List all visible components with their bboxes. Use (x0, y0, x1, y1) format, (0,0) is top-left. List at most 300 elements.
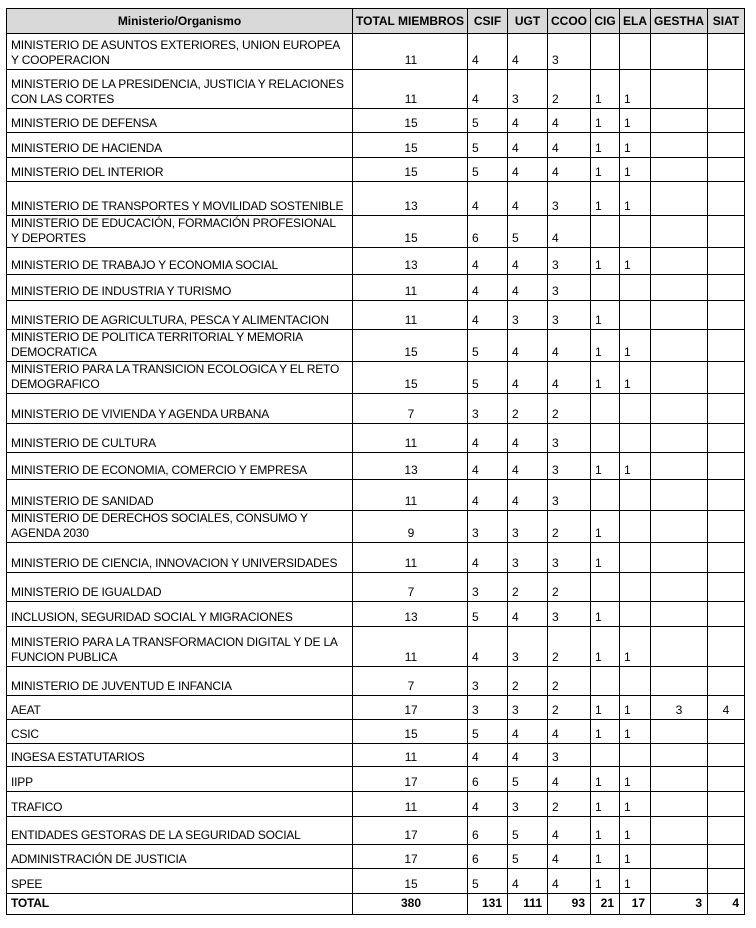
cell-siat: 4 (708, 696, 745, 720)
cell-siat (708, 330, 745, 362)
cell-csif: 4 (468, 248, 508, 275)
cell-ugt: 2 (508, 573, 548, 602)
header-ccoo: CCOO (548, 9, 591, 34)
organismo-name: MINISTERIO DE DERECHOS SOCIALES, CONSUMO Y AGENDA 2030 (7, 511, 353, 543)
totals-label: TOTAL (7, 894, 353, 915)
cell-cig (591, 744, 620, 767)
cell-gestha: 3 (651, 696, 708, 720)
cell-ugt: 4 (508, 182, 548, 216)
cell-total: 13 (353, 602, 468, 627)
cell-csif: 4 (468, 34, 508, 70)
cell-ccoo: 3 (548, 182, 591, 216)
totals-ela: 17 (620, 894, 651, 915)
cell-ela: 1 (620, 248, 651, 275)
header-gestha: GESTHA (651, 9, 708, 34)
organismo-name: MINISTERIO DE SANIDAD (7, 480, 353, 511)
cell-cig: 1 (591, 133, 620, 158)
cell-csif: 5 (468, 869, 508, 894)
cell-siat (708, 275, 745, 301)
cell-cig: 1 (591, 792, 620, 817)
cell-total: 11 (353, 480, 468, 511)
cell-csif: 6 (468, 817, 508, 845)
cell-siat (708, 453, 745, 480)
cell-ugt: 4 (508, 720, 548, 744)
table-row (7, 720, 745, 744)
organismo-name: MINISTERIO DE CULTURA (7, 424, 353, 453)
organismo-name: MINISTERIO DE TRABAJO Y ECONOMIA SOCIAL (7, 248, 353, 275)
cell-csif: 5 (468, 602, 508, 627)
cell-cig: 1 (591, 511, 620, 543)
cell-gestha (651, 543, 708, 573)
cell-cig: 1 (591, 248, 620, 275)
cell-cig: 1 (591, 109, 620, 133)
cell-gestha (651, 158, 708, 182)
table-row (7, 34, 745, 70)
cell-ugt: 5 (508, 817, 548, 845)
cell-ccoo: 2 (548, 792, 591, 817)
cell-siat (708, 480, 745, 511)
header-ugt: UGT (508, 9, 548, 34)
cell-csif: 4 (468, 424, 508, 453)
cell-gestha (651, 70, 708, 109)
totals-ugt: 111 (508, 894, 548, 915)
table-row (7, 543, 745, 573)
cell-siat (708, 248, 745, 275)
cell-gestha (651, 216, 708, 248)
cell-ugt: 3 (508, 511, 548, 543)
cell-csif: 3 (468, 394, 508, 424)
cell-ugt: 4 (508, 248, 548, 275)
cell-siat (708, 767, 745, 792)
organismo-name: MINISTERIO DE AGRICULTURA, PESCA Y ALIMENTACION (7, 301, 353, 330)
cell-cig: 1 (591, 720, 620, 744)
cell-total: 11 (353, 792, 468, 817)
cell-gestha (651, 248, 708, 275)
organismo-name: MINISTERIO DE JUVENTUD E INFANCIA (7, 667, 353, 696)
cell-ugt: 2 (508, 394, 548, 424)
organismo-name: MINISTERIO DE HACIENDA (7, 133, 353, 158)
table-row (7, 424, 745, 453)
cell-total: 15 (353, 109, 468, 133)
cell-csif: 3 (468, 667, 508, 696)
cell-ccoo: 3 (548, 543, 591, 573)
cell-ccoo: 4 (548, 158, 591, 182)
cell-gestha (651, 394, 708, 424)
cell-cig: 1 (591, 453, 620, 480)
cell-ccoo: 3 (548, 424, 591, 453)
cell-ccoo: 4 (548, 330, 591, 362)
cell-gestha (651, 109, 708, 133)
organismo-name: MINISTERIO DE VIVIENDA Y AGENDA URBANA (7, 394, 353, 424)
cell-ugt: 4 (508, 109, 548, 133)
totals-csif: 131 (468, 894, 508, 915)
cell-total: 13 (353, 248, 468, 275)
cell-ccoo: 4 (548, 869, 591, 894)
cell-csif: 6 (468, 767, 508, 792)
cell-ccoo: 4 (548, 817, 591, 845)
cell-siat (708, 394, 745, 424)
cell-ela: 1 (620, 133, 651, 158)
cell-siat (708, 511, 745, 543)
totals-siat: 4 (708, 894, 745, 915)
cell-siat (708, 182, 745, 216)
cell-csif: 5 (468, 109, 508, 133)
table-row (7, 511, 745, 543)
cell-total: 15 (353, 362, 468, 394)
cell-total: 15 (353, 216, 468, 248)
cell-ccoo: 3 (548, 453, 591, 480)
cell-cig: 1 (591, 543, 620, 573)
cell-total: 13 (353, 182, 468, 216)
cell-csif: 3 (468, 573, 508, 602)
header-siat: SIAT (708, 9, 745, 34)
cell-ela: 1 (620, 109, 651, 133)
cell-ccoo: 3 (548, 248, 591, 275)
cell-cig (591, 573, 620, 602)
cell-gestha (651, 182, 708, 216)
cell-gestha (651, 480, 708, 511)
cell-csif: 4 (468, 744, 508, 767)
table-row (7, 602, 745, 627)
table-row (7, 869, 745, 894)
cell-cig: 1 (591, 817, 620, 845)
cell-siat (708, 817, 745, 845)
cell-ugt: 3 (508, 792, 548, 817)
cell-gestha (651, 453, 708, 480)
cell-gestha (651, 602, 708, 627)
cell-ccoo: 2 (548, 696, 591, 720)
cell-ugt: 2 (508, 667, 548, 696)
cell-total: 11 (353, 424, 468, 453)
cell-siat (708, 602, 745, 627)
header-cig: CIG (591, 9, 620, 34)
cell-siat (708, 158, 745, 182)
cell-cig: 1 (591, 602, 620, 627)
cell-ccoo: 3 (548, 744, 591, 767)
table-row (7, 696, 745, 720)
cell-total: 11 (353, 34, 468, 70)
cell-csif: 6 (468, 845, 508, 869)
cell-total: 17 (353, 696, 468, 720)
table-row (7, 792, 745, 817)
cell-total: 17 (353, 845, 468, 869)
cell-cig (591, 424, 620, 453)
cell-gestha (651, 362, 708, 394)
cell-csif: 4 (468, 70, 508, 109)
cell-ela: 1 (620, 70, 651, 109)
totals-total: 380 (353, 894, 468, 915)
cell-csif: 4 (468, 182, 508, 216)
cell-ela (620, 511, 651, 543)
cell-cig (591, 667, 620, 696)
cell-cig: 1 (591, 182, 620, 216)
cell-cig: 1 (591, 158, 620, 182)
organismo-name: ADMINISTRACIÓN DE JUSTICIA (7, 845, 353, 869)
cell-cig: 1 (591, 767, 620, 792)
cell-ela (620, 424, 651, 453)
table-row (7, 627, 745, 667)
cell-csif: 3 (468, 511, 508, 543)
table-row (7, 248, 745, 275)
organismo-name: INCLUSION, SEGURIDAD SOCIAL Y MIGRACIONES (7, 602, 353, 627)
cell-total: 11 (353, 627, 468, 667)
cell-siat (708, 216, 745, 248)
table-row (7, 845, 745, 869)
cell-csif: 3 (468, 696, 508, 720)
cell-gestha (651, 869, 708, 894)
cell-siat (708, 744, 745, 767)
cell-csif: 4 (468, 301, 508, 330)
organismo-name: MINISTERIO DE ASUNTOS EXTERIORES, UNION EUROPEA Y COOPERACION (7, 34, 353, 70)
cell-ccoo: 4 (548, 767, 591, 792)
totals-cig: 21 (591, 894, 620, 915)
cell-ela: 1 (620, 720, 651, 744)
cell-cig (591, 394, 620, 424)
organismo-name: MINISTERIO DE LA PRESIDENCIA, JUSTICIA Y RELACIONES CON LAS CORTES (7, 70, 353, 109)
cell-siat (708, 34, 745, 70)
cell-cig (591, 275, 620, 301)
cell-total: 7 (353, 394, 468, 424)
table-row (7, 453, 745, 480)
cell-ccoo: 2 (548, 394, 591, 424)
cell-siat (708, 792, 745, 817)
cell-total: 15 (353, 720, 468, 744)
cell-ela (620, 34, 651, 70)
cell-ccoo: 4 (548, 845, 591, 869)
cell-ugt: 5 (508, 216, 548, 248)
organismo-name: MINISTERIO DEL INTERIOR (7, 158, 353, 182)
cell-gestha (651, 330, 708, 362)
cell-ugt: 4 (508, 330, 548, 362)
organismo-name: AEAT (7, 696, 353, 720)
cell-gestha (651, 424, 708, 453)
table-row (7, 133, 745, 158)
cell-siat (708, 133, 745, 158)
organismo-name: MINISTERIO DE CIENCIA, INNOVACION Y UNIVERSIDADES (7, 543, 353, 573)
organismo-name: SPEE (7, 869, 353, 894)
cell-ela: 1 (620, 869, 651, 894)
cell-cig: 1 (591, 362, 620, 394)
table-row (7, 573, 745, 602)
cell-siat (708, 667, 745, 696)
cell-csif: 5 (468, 133, 508, 158)
cell-ccoo: 4 (548, 362, 591, 394)
organismo-name: MINISTERIO DE IGUALDAD (7, 573, 353, 602)
cell-ugt: 3 (508, 70, 548, 109)
cell-ugt: 4 (508, 602, 548, 627)
cell-cig: 1 (591, 301, 620, 330)
members-table (6, 8, 745, 915)
header-ela: ELA (620, 9, 651, 34)
cell-ela (620, 301, 651, 330)
cell-csif: 4 (468, 627, 508, 667)
cell-total: 7 (353, 573, 468, 602)
cell-ccoo: 4 (548, 109, 591, 133)
table-row (7, 767, 745, 792)
header-total: TOTAL MIEMBROS (353, 9, 468, 34)
cell-total: 17 (353, 817, 468, 845)
cell-ccoo: 2 (548, 573, 591, 602)
table-row (7, 275, 745, 301)
cell-csif: 5 (468, 158, 508, 182)
cell-cig: 1 (591, 330, 620, 362)
cell-ela (620, 744, 651, 767)
header-csif: CSIF (468, 9, 508, 34)
cell-gestha (651, 767, 708, 792)
cell-ugt: 3 (508, 543, 548, 573)
cell-siat (708, 720, 745, 744)
cell-gestha (651, 817, 708, 845)
table-row (7, 667, 745, 696)
table-row (7, 158, 745, 182)
table-row (7, 480, 745, 511)
table-row (7, 362, 745, 394)
cell-gestha (651, 792, 708, 817)
cell-gestha (651, 133, 708, 158)
cell-csif: 5 (468, 362, 508, 394)
cell-csif: 4 (468, 543, 508, 573)
cell-ccoo: 2 (548, 70, 591, 109)
cell-siat (708, 869, 745, 894)
totals-row (7, 894, 745, 915)
cell-siat (708, 70, 745, 109)
cell-siat (708, 109, 745, 133)
table-row (7, 744, 745, 767)
cell-ccoo: 3 (548, 275, 591, 301)
totals-ccoo: 93 (548, 894, 591, 915)
cell-ugt: 4 (508, 133, 548, 158)
cell-ccoo: 3 (548, 34, 591, 70)
cell-csif: 4 (468, 480, 508, 511)
organismo-name: INGESA ESTATUTARIOS (7, 744, 353, 767)
cell-ela: 1 (620, 792, 651, 817)
organismo-name: MINISTERIO DE TRANSPORTES Y MOVILIDAD SOSTENIBLE (7, 182, 353, 216)
cell-ugt: 4 (508, 744, 548, 767)
cell-ugt: 4 (508, 275, 548, 301)
table-row (7, 301, 745, 330)
totals-gestha: 3 (651, 894, 708, 915)
cell-gestha (651, 720, 708, 744)
cell-ugt: 5 (508, 845, 548, 869)
cell-ela: 1 (620, 182, 651, 216)
cell-cig: 1 (591, 869, 620, 894)
cell-gestha (651, 511, 708, 543)
cell-gestha (651, 573, 708, 602)
cell-gestha (651, 34, 708, 70)
cell-ela: 1 (620, 158, 651, 182)
header-row (7, 9, 745, 34)
cell-gestha (651, 275, 708, 301)
cell-csif: 6 (468, 216, 508, 248)
cell-ccoo: 2 (548, 627, 591, 667)
cell-ccoo: 2 (548, 667, 591, 696)
cell-siat (708, 845, 745, 869)
organismo-name: ENTIDADES GESTORAS DE LA SEGURIDAD SOCIAL (7, 817, 353, 845)
cell-ela: 1 (620, 817, 651, 845)
cell-cig: 1 (591, 70, 620, 109)
cell-siat (708, 424, 745, 453)
cell-ccoo: 4 (548, 133, 591, 158)
cell-total: 11 (353, 70, 468, 109)
cell-total: 15 (353, 158, 468, 182)
cell-ugt: 4 (508, 453, 548, 480)
cell-ela (620, 480, 651, 511)
organismo-name: MINISTERIO PARA LA TRANSFORMACION DIGITAL Y DE LA FUNCION PUBLICA (7, 627, 353, 667)
header-organismo: Ministerio/Organismo (7, 9, 353, 34)
organismo-name: TRAFICO (7, 792, 353, 817)
cell-csif: 5 (468, 330, 508, 362)
cell-siat (708, 573, 745, 602)
cell-siat (708, 301, 745, 330)
cell-gestha (651, 845, 708, 869)
cell-gestha (651, 667, 708, 696)
cell-cig: 1 (591, 845, 620, 869)
cell-ela: 1 (620, 330, 651, 362)
cell-total: 13 (353, 453, 468, 480)
cell-ela (620, 602, 651, 627)
table-row (7, 109, 745, 133)
cell-ccoo: 3 (548, 301, 591, 330)
cell-total: 11 (353, 744, 468, 767)
table-row (7, 394, 745, 424)
cell-siat (708, 543, 745, 573)
cell-total: 7 (353, 667, 468, 696)
cell-gestha (651, 301, 708, 330)
cell-ela: 1 (620, 453, 651, 480)
cell-cig (591, 216, 620, 248)
cell-ela: 1 (620, 767, 651, 792)
cell-ela (620, 573, 651, 602)
table-row (7, 216, 745, 248)
cell-ugt: 3 (508, 627, 548, 667)
cell-ugt: 4 (508, 158, 548, 182)
cell-cig (591, 34, 620, 70)
table-body (7, 34, 745, 894)
cell-siat (708, 627, 745, 667)
cell-ela: 1 (620, 696, 651, 720)
cell-ugt: 4 (508, 424, 548, 453)
cell-ccoo: 2 (548, 511, 591, 543)
cell-ugt: 4 (508, 34, 548, 70)
cell-csif: 4 (468, 453, 508, 480)
cell-ela (620, 543, 651, 573)
cell-ugt: 3 (508, 696, 548, 720)
cell-ela (620, 667, 651, 696)
cell-siat (708, 362, 745, 394)
organismo-name: MINISTERIO DE ECONOMIA, COMERCIO Y EMPRESA (7, 453, 353, 480)
cell-total: 15 (353, 330, 468, 362)
cell-ugt: 4 (508, 869, 548, 894)
cell-ccoo: 3 (548, 480, 591, 511)
cell-total: 17 (353, 767, 468, 792)
cell-ugt: 4 (508, 362, 548, 394)
table-row (7, 70, 745, 109)
organismo-name: MINISTERIO DE POLITICA TERRITORIAL Y MEMORIA DEMOCRATICA (7, 330, 353, 362)
table-row (7, 330, 745, 362)
cell-gestha (651, 627, 708, 667)
cell-gestha (651, 744, 708, 767)
cell-ccoo: 4 (548, 216, 591, 248)
cell-cig: 1 (591, 696, 620, 720)
table-row (7, 817, 745, 845)
cell-ugt: 3 (508, 301, 548, 330)
organismo-name: MINISTERIO DE EDUCACIÓN, FORMACIÓN PROFESIONAL Y DEPORTES (7, 216, 353, 248)
cell-total: 15 (353, 133, 468, 158)
organismo-name: MINISTERIO PARA LA TRANSICION ECOLOGICA Y EL RETO DEMOGRAFICO (7, 362, 353, 394)
cell-csif: 5 (468, 720, 508, 744)
cell-ela (620, 275, 651, 301)
cell-ela: 1 (620, 362, 651, 394)
